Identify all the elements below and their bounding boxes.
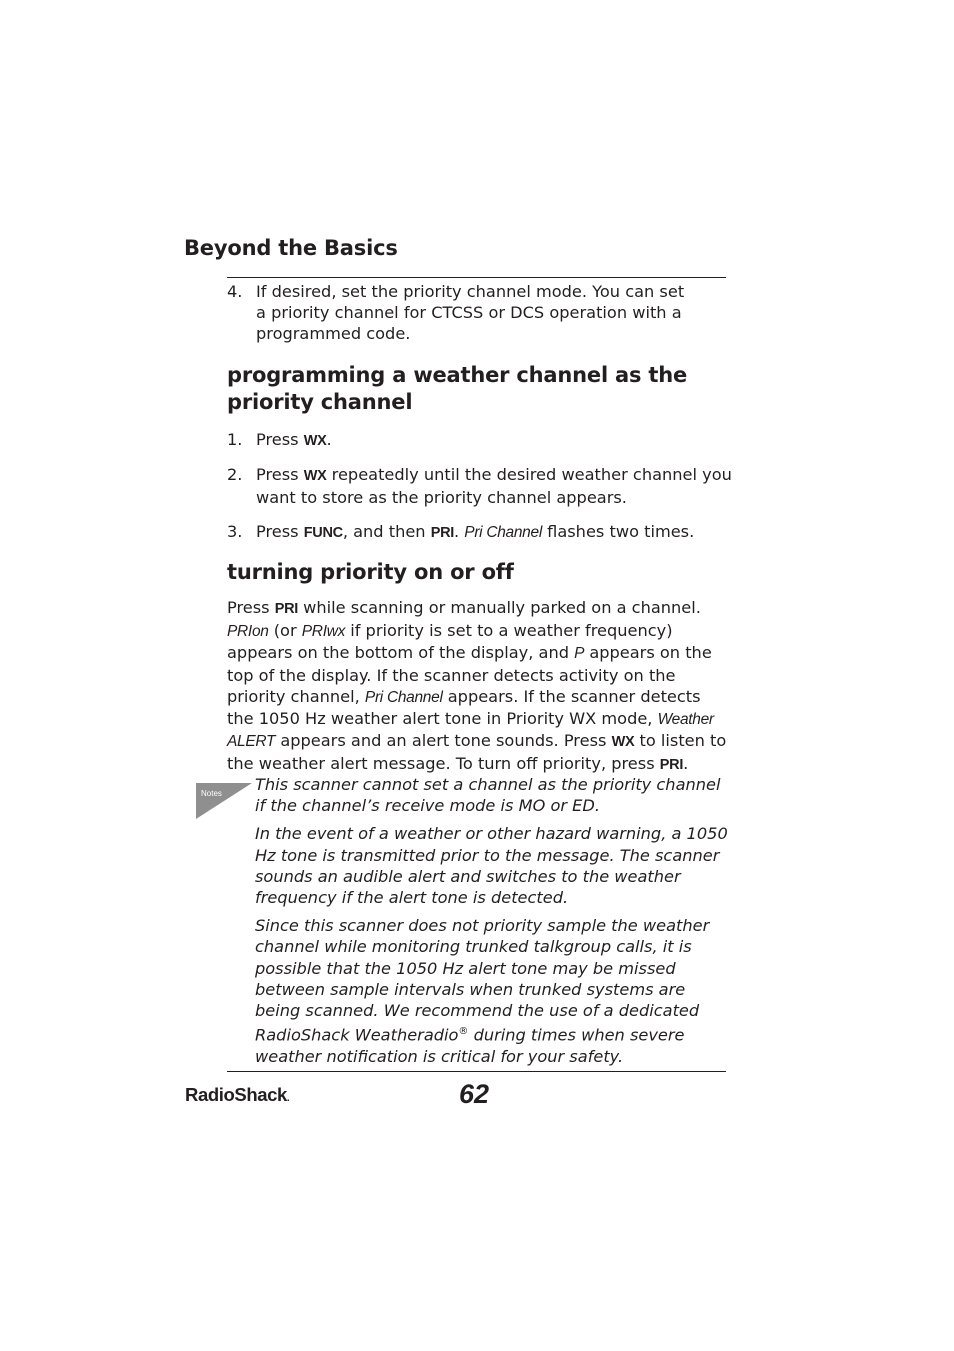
step-number: 4. xyxy=(227,282,243,301)
wx-key: WX xyxy=(303,433,327,449)
step-text: If desired, set the priority channel mode. You can set a priority channel for CTCSS or DCS operation with a programmed code. xyxy=(256,282,685,344)
weather-priority-heading: programming a weather channel as the priority channel xyxy=(227,363,688,414)
list-item xyxy=(227,464,732,508)
step-text: Press FUNC, and then PRI. Pri Channel flashes two times. xyxy=(256,522,695,541)
lcd-message: P xyxy=(574,645,585,663)
list-item xyxy=(227,521,732,544)
lcd-message: Pri Channel xyxy=(364,688,443,706)
step-number: 2. xyxy=(227,465,243,484)
section-title: Beyond the Basics xyxy=(184,236,398,260)
pri-key: PRI xyxy=(659,757,684,774)
brand-logo: RadioShack. xyxy=(185,1084,290,1105)
step-number: 3. xyxy=(227,522,243,541)
list-item xyxy=(227,429,732,452)
turning-priority-heading: turning priority on or off xyxy=(227,560,514,584)
wx-key: WX xyxy=(611,734,635,751)
notes-icon-label: Notes xyxy=(201,789,222,798)
priority-paragraph: Press PRI while scanning or manually parked on a channel. PRIon (or PRIwx if priority is set to a weather frequency) appears on the bottom of the display, and P appears on the top of the display. If the scanner detects activity on the priority channel, Pri Channel appears. If the scanner detects the 1050 Hz weather alert tone in Priority WX mode, Weather ALERT appears and an alert tone sounds. Press WX to listen to the weather alert message. To turn off priority, press PRI. xyxy=(227,598,727,774)
pri-key: PRI xyxy=(274,601,299,617)
note-paragraph: This scanner cannot set a channel as the priority channel if the channel’s receive mode is MO or ED. xyxy=(255,775,721,816)
lcd-message: Pri Channel xyxy=(464,524,542,541)
func-key: FUNC xyxy=(303,525,343,541)
notes-block xyxy=(255,774,735,1074)
wx-key: WX xyxy=(303,468,327,484)
page-number: 62 xyxy=(459,1079,490,1109)
footer-divider xyxy=(227,1071,726,1072)
list-item xyxy=(227,281,697,345)
step-text: Press WX repeatedly until the desired weather channel you want to store as the priority channel appears. xyxy=(256,465,732,508)
lcd-message: Weather ALERT xyxy=(227,711,714,751)
step-text: Press WX. xyxy=(256,430,332,449)
notes-icon xyxy=(196,783,252,819)
lcd-message: PRIwx xyxy=(301,623,346,641)
note-paragraph: Since this scanner does not priority sample the weather channel while monitoring trunked talkgroup calls, it is possible that the 1050 Hz alert tone may be missed between sample intervals when trunked systems are being scanned. We recommend the use of a dedicated RadioShack Weatheradio® during times when severe weather notification is critical for your safety. xyxy=(255,916,710,1066)
header-divider xyxy=(227,277,726,278)
pri-key: PRI xyxy=(430,525,454,541)
step-number: 1. xyxy=(227,430,243,449)
lcd-message: PRIon xyxy=(227,623,269,641)
note-paragraph: In the event of a weather or other hazard warning, a 1050 Hz tone is transmitted prior to the message. The scanner sounds an audible alert and switches to the weather frequency if the alert tone is detected. xyxy=(255,824,728,908)
